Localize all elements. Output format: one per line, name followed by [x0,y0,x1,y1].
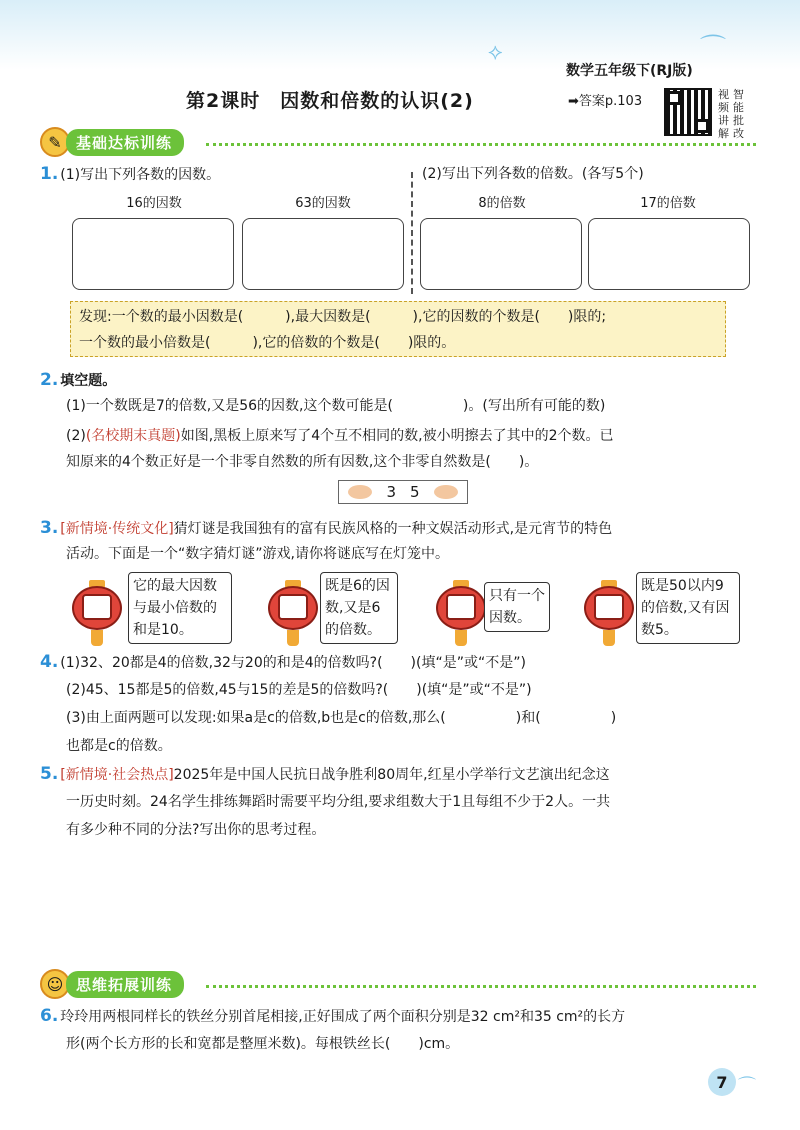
blackboard-figure [338,480,468,504]
section-basic [40,128,184,156]
question-2-title: 2. 填空题。 [40,370,117,390]
question-4-line-3: (3)由上面两题可以发现:如果a是c的倍数,b也是c的倍数,那么( )和( ) [66,710,617,726]
box-title-16-factors: 16的因数 [126,196,182,211]
question-4-line-4: 也都是c的倍数。 [66,738,172,754]
box-title-17-multiples: 17的倍数 [640,196,696,211]
question-6-line-2: 形(两个长方形的长和宽都是整厘米数)。每根铁丝长( )cm。 [66,1036,460,1052]
lesson-title: 第2课时 因数和倍数的认识(2) [186,90,474,112]
question-4-line-2: (2)45、15都是5的倍数,45与15的差是5的倍数吗?( )(填“是”或“不是”) [66,682,532,698]
book-label: 数学五年级下(RJ版) [566,63,693,79]
riddle-card-4: 既是50以内9的倍数,又有因数5。 [636,572,740,644]
question-5-line-2: 一历史时刻。24名学生排练舞蹈时需要平均分组,要求组数大于1且每组不少于2人。一共 [66,794,611,810]
box-title-8-multiples: 8的倍数 [478,196,526,211]
question-3-line-2: 活动。下面是一个“数字猜灯谜”游戏,请你将谜底写在灯笼中。 [66,546,449,562]
lantern-icon [72,576,122,648]
qr-code-icon[interactable] [664,88,712,136]
question-2-line-3: 知原来的4个数正好是一个非零自然数的所有因数,这个非零自然数是( )。 [66,454,539,470]
question-5-line-3: 有多少种不同的分法?写出你的思考过程。 [66,822,326,838]
lantern-answer-slot[interactable] [278,594,308,620]
dolphin-icon: ⌒ [700,34,727,64]
dolphin-icon: ⟡ [488,40,503,65]
answer-box-17-multiples[interactable] [588,218,750,290]
qr-caption: 视 智 频 能 讲 批 解 改 [718,88,744,140]
question-1-part-1: 1. (1)写出下列各数的因数。 [40,164,221,184]
finding-box [70,301,726,357]
lantern-answer-slot[interactable] [82,594,112,620]
question-2-line-2: (2)(名校期末真题)如图,黑板上原来写了4个互不相同的数,被小明擦去了其中的2个数。已 [66,428,614,444]
lantern-answer-slot[interactable] [446,594,476,620]
answer-box-16-factors[interactable] [72,218,234,290]
lantern-icon [436,576,486,648]
dotted-rule [206,143,756,146]
dotted-rule [206,985,756,988]
eraser-smudge [434,485,458,499]
question-5-line-1: 5. [新情境·社会热点]2025年是中国人民抗日战争胜利80周年,红星小学举行文艺演出纪念这 [40,764,610,784]
board-number: 5 [410,483,420,501]
question-4-line-1: 4. (1)32、20都是4的倍数,32与20的和是4的倍数吗?( )(填“是”或“不是”) [40,652,526,672]
lantern-icon [584,576,634,648]
answer-box-63-factors[interactable] [242,218,404,290]
cartoon-character-icon: ☺ [40,969,70,999]
section-extend [40,970,184,998]
finding-line-1: 发现:一个数的最小因数是( ),最大因数是( ),它的因数的个数是( )限的; [79,309,607,325]
section-basic-label: 基础达标训练 [66,129,184,156]
section-extend-label: 思维拓展训练 [66,971,184,998]
answer-box-8-multiples[interactable] [420,218,582,290]
question-1-part-2: (2)写出下列各数的倍数。(各写5个) [422,166,644,182]
exam-tag: (名校期末真题) [85,428,181,444]
context-tag: [新情境·传统文化] [60,521,174,537]
box-title-63-factors: 63的因数 [295,196,351,211]
cartoon-pencil-icon: ✎ [40,127,70,157]
lantern-answer-slot[interactable] [594,594,624,620]
question-2-line-1: (1)一个数既是7的倍数,又是56的因数,这个数可能是( )。(写出所有可能的数) [66,398,606,414]
riddle-card-1: 它的最大因数与最小倍数的和是10。 [128,572,232,644]
lantern-icon [268,576,318,648]
question-3-line-1: 3. [新情境·传统文化]猜灯谜是我国独有的富有民族风格的一种文娱活动形式,是元宵节的特色 [40,518,613,538]
dolphin-icon: ⌒ [738,1076,756,1097]
page-number: 7 [708,1068,736,1096]
board-number: 3 [386,483,396,501]
context-tag: [新情境·社会热点] [60,767,174,783]
eraser-smudge [348,485,372,499]
finding-line-2: 一个数的最小倍数是( ),它的倍数的个数是( )限的。 [79,335,456,351]
riddle-card-2: 既是6的因数,又是6的倍数。 [320,572,398,644]
question-6-line-1: 6. 玲玲用两根同样长的铁丝分别首尾相接,正好围成了两个面积分别是32 cm²和35 cm²的长方 [40,1006,626,1026]
answer-reference: ➡答案p.103 [568,94,643,109]
riddle-card-3: 只有一个因数。 [484,582,550,632]
dashed-divider [411,172,413,294]
